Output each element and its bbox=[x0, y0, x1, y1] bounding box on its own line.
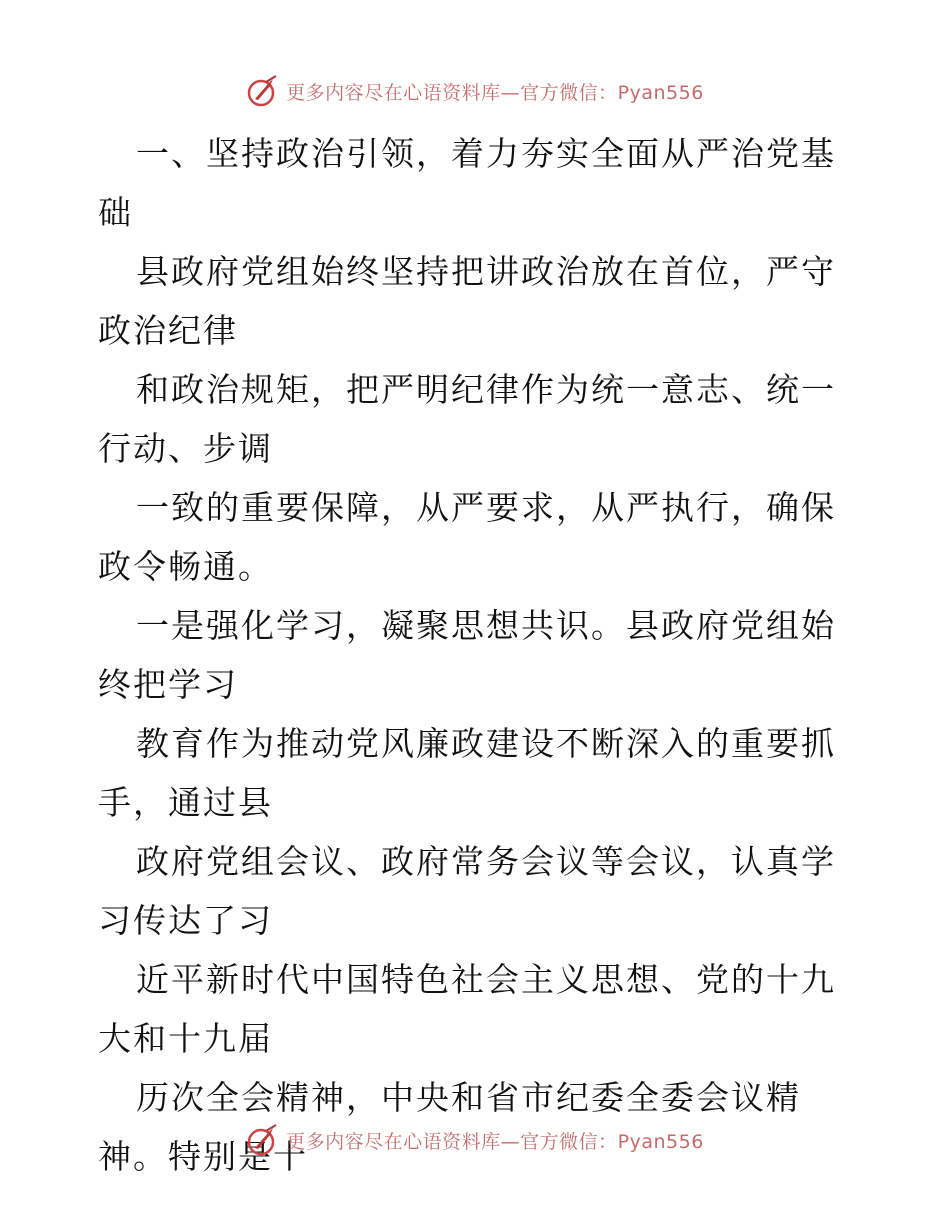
paragraph: 历次全会精神，中央和省市纪委全委会议精神。特别是十 bbox=[98, 1078, 801, 1176]
paragraph: 县政府党组始终坚持把讲政治放在首位，严守政治纪律 bbox=[98, 252, 836, 350]
header-watermark bbox=[0, 71, 950, 111]
footer-watermark bbox=[0, 1120, 950, 1160]
document-body bbox=[98, 124, 858, 1186]
paragraph: 政府党组会议、政府常务会议等会议，认真学习传达了习 bbox=[98, 842, 836, 940]
paragraph-heading: 一、坚持政治引领，着力夯实全面从严治党基础 bbox=[98, 134, 836, 232]
paragraph: 一致的重要保障，从严要求，从严执行，确保政令畅通。 bbox=[98, 488, 836, 586]
paragraph: 一是强化学习，凝聚思想共识。县政府党组始终把学习 bbox=[98, 606, 836, 704]
paragraph: 和政治规矩，把严明纪律作为统一意志、统一行动、步调 bbox=[98, 370, 836, 468]
quill-logo-icon bbox=[246, 1123, 280, 1157]
watermark-text: 更多内容尽在心语资料库—官方微信：Pyan556 bbox=[286, 81, 704, 104]
watermark-text: 更多内容尽在心语资料库—官方微信：Pyan556 bbox=[286, 1130, 704, 1153]
paragraph: 教育作为推动党风廉政建设不断深入的重要抓手，通过县 bbox=[98, 724, 836, 822]
quill-logo-icon bbox=[246, 74, 280, 108]
paragraph: 近平新时代中国特色社会主义思想、党的十九大和十九届 bbox=[98, 960, 836, 1058]
